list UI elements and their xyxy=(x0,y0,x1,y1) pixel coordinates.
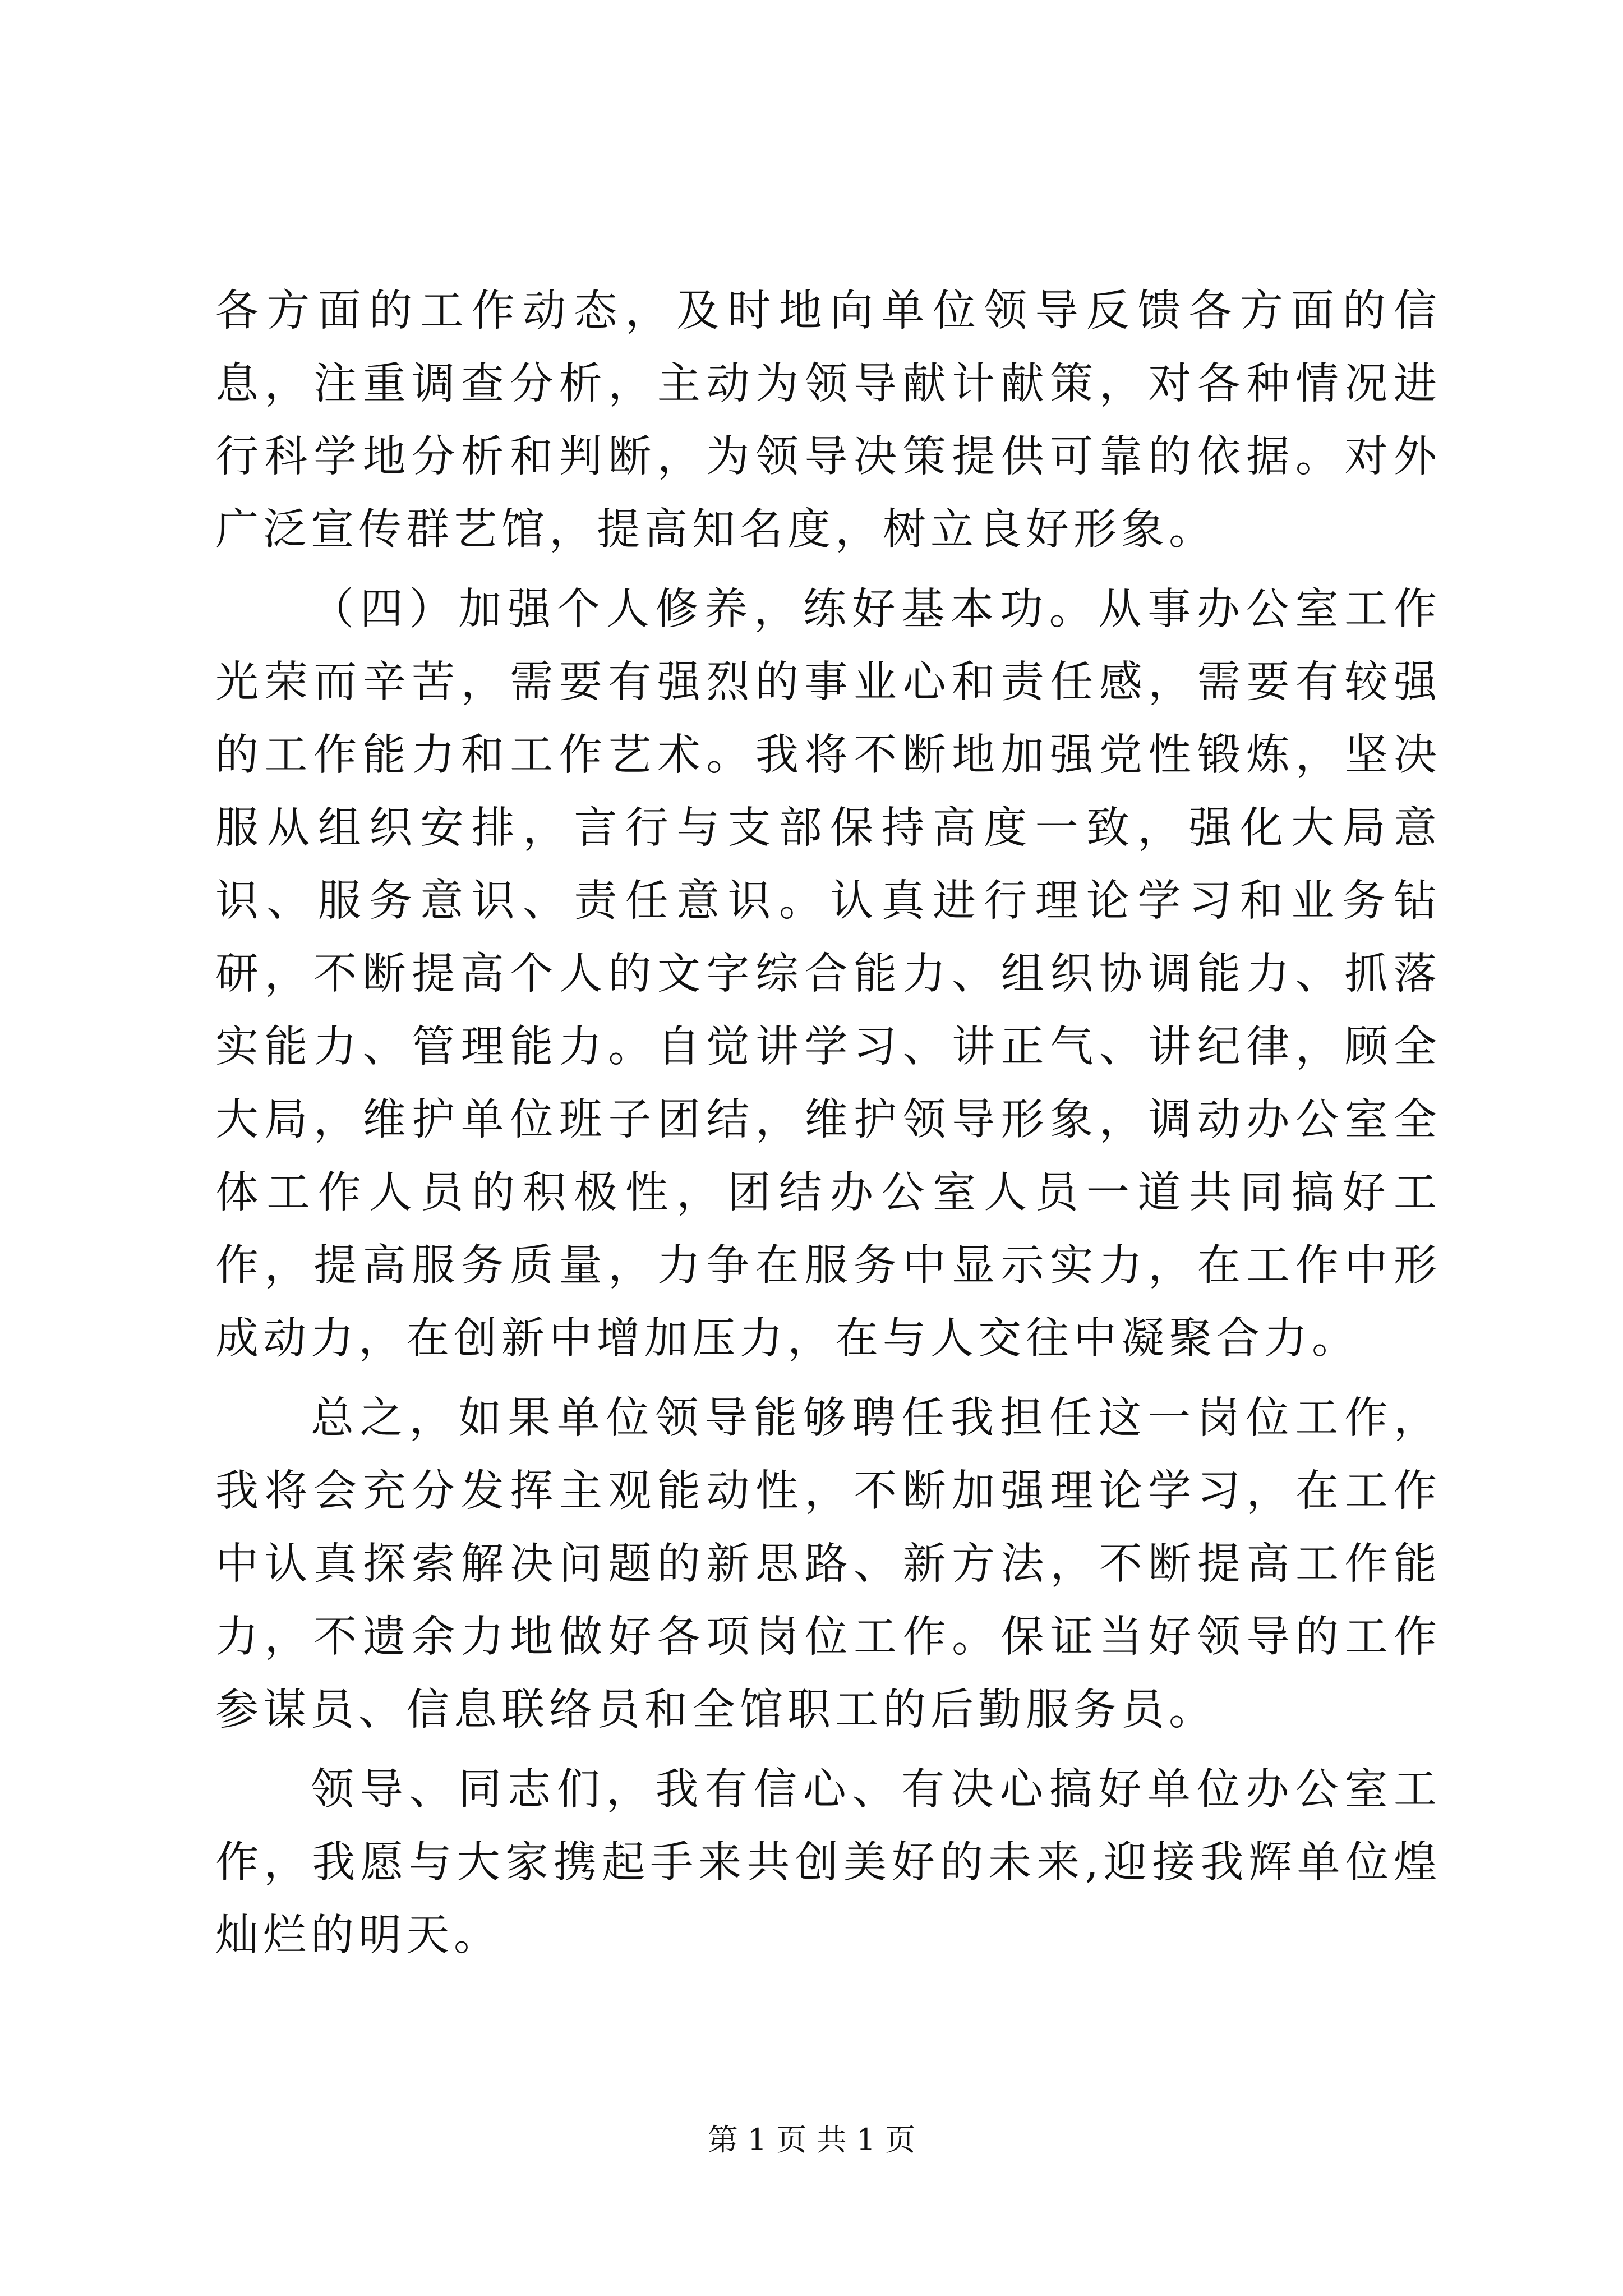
paragraph-closing: 领导、同志们，我有信心、有决心搞好单位办公室工作，我愿与大家携起手来共创美好的未来,迎接我辉单位煌灿烂的明天。 xyxy=(215,1765,1441,1961)
paragraph-summary: 总之，如果单位领导能够聘任我担任这一岗位工作，我将会充分发挥主观能动性，不断加强理论学习，在工作中认真探索解决问题的新思路、新方法，不断提高工作能力，不遗余力地做好各项岗位工作。保证当好领导的工作参谋员、信息联络员和全馆职工的后勤服务员。 xyxy=(215,1393,1441,1735)
page-number-label: 第 1 页 共 1 页 xyxy=(707,2122,916,2157)
document-body xyxy=(215,275,1441,1972)
paragraph-section-four: （四）加强个人修养，练好基本功。从事办公室工作光荣而辛苦，需要有强烈的事业心和责任感，需要有较强的工作能力和工作艺术。我将不断地加强党性锻炼，坚决服从组织安排，言行与支部保持高度一致，强化大局意识、服务意识、责任意识。认真进行理论学习和业务钻研，不断提高个人的文字综合能力、组织协调能力、抓落实能力、管理能力。自觉讲学习、讲正气、讲纪律，顾全大局，维护单位班子团结，维护领导形象，调动办公室全体工作人员的积极性，团结办公室人员一道共同搞好工作，提高服务质量，力争在服务中显示实力，在工作中形成动力，在创新中增加压力，在与人交往中凝聚合力。 xyxy=(215,585,1441,1364)
page-footer xyxy=(0,2120,1623,2160)
paragraph-continued: 各方面的工作动态，及时地向单位领导反馈各方面的信息，注重调查分析，主动为领导献计献策，对各种情况进行科学地分析和判断，为领导决策提供可靠的依据。对外广泛宣传群艺馆，提高知名度，树立良好形象。 xyxy=(215,286,1441,555)
